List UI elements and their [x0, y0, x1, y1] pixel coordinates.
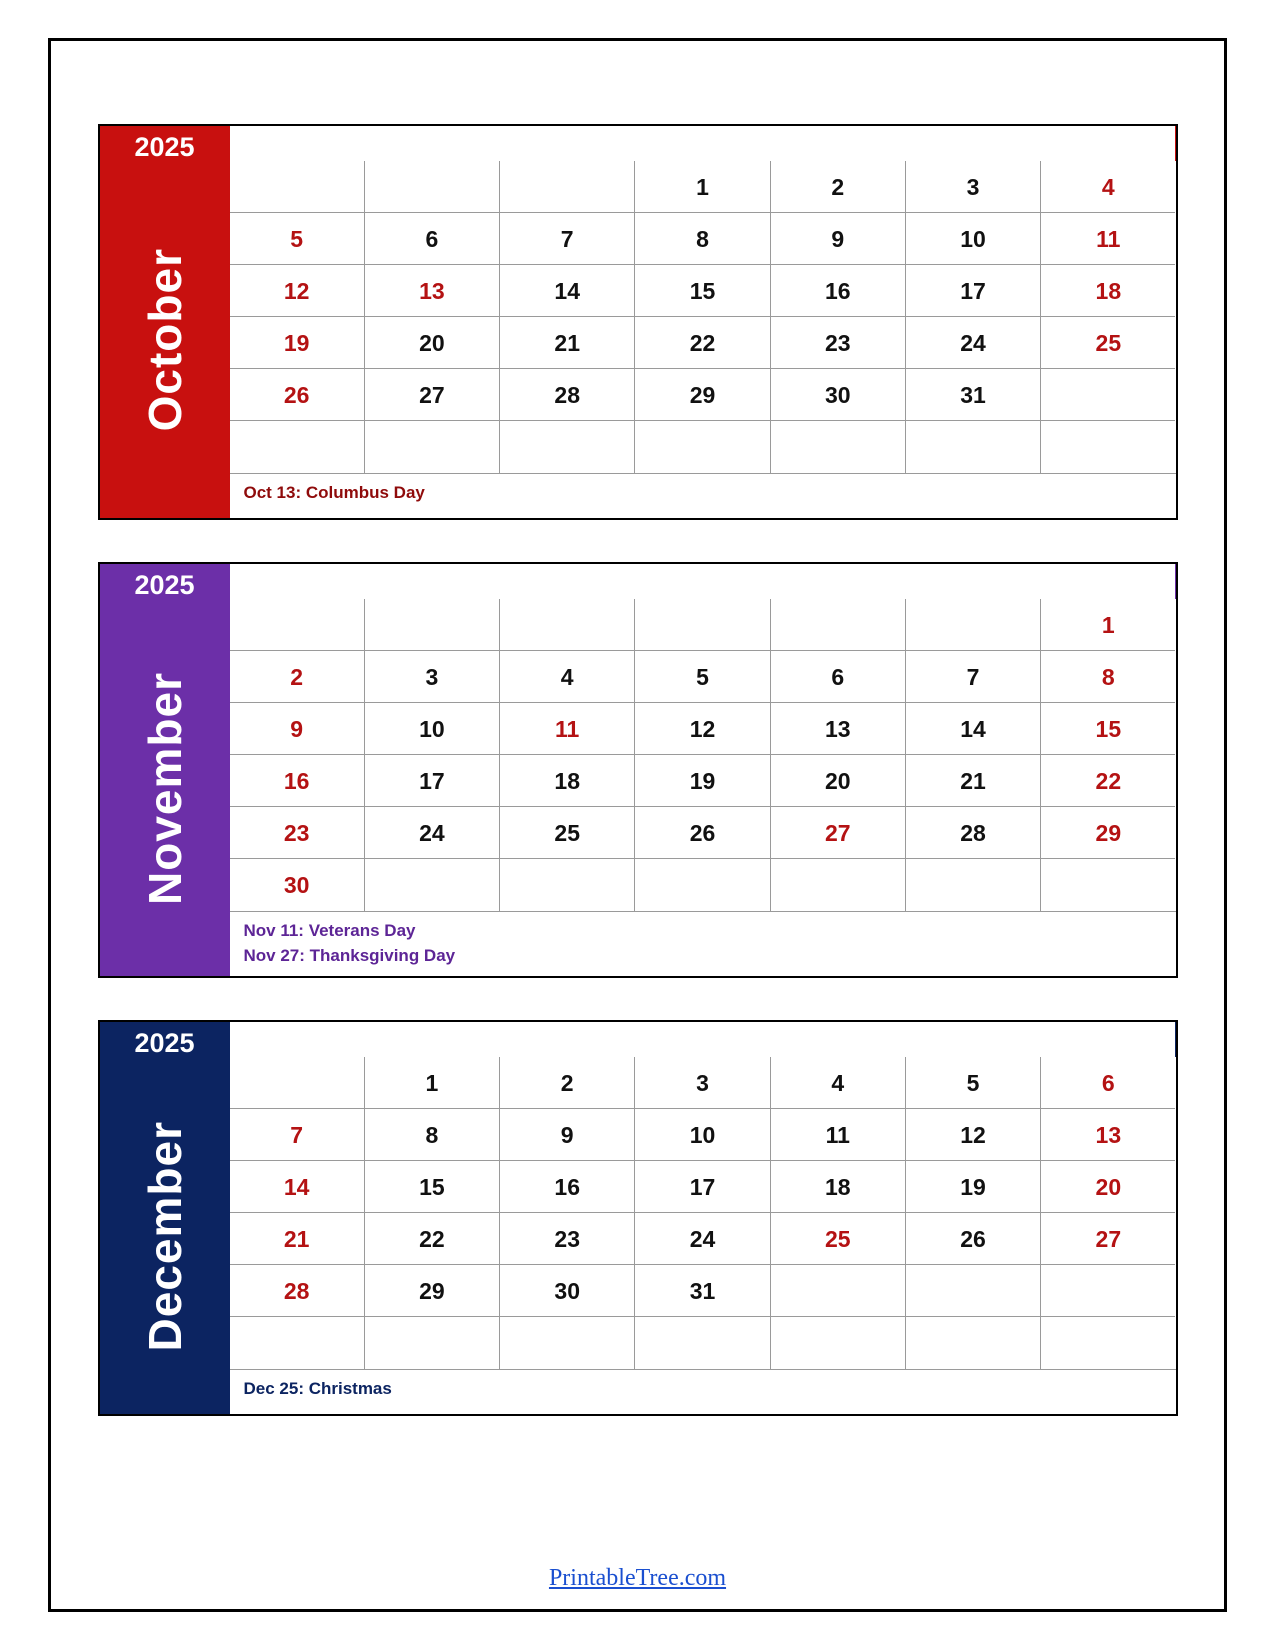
- day-cell: 4: [771, 1057, 906, 1109]
- day-cell: 5: [906, 1057, 1041, 1109]
- day-cell-empty: [365, 859, 500, 911]
- month-year-december: 2025: [134, 1028, 195, 1058]
- day-cell: 29: [635, 369, 770, 421]
- day-cell: 20: [365, 317, 500, 369]
- day-cell: 31: [906, 369, 1041, 421]
- day-cell-empty: [771, 859, 906, 911]
- day-cell: 23: [500, 1213, 635, 1265]
- day-cell-empty: [771, 421, 906, 473]
- day-cell-empty: [365, 421, 500, 473]
- day-cell-empty: [771, 1265, 906, 1317]
- weekday-fri: FRI: [906, 1022, 1041, 1057]
- day-cell: 30: [230, 859, 365, 911]
- day-cell-empty: [500, 161, 635, 213]
- month-block-november: [98, 562, 1178, 978]
- day-cell: 24: [906, 317, 1041, 369]
- weekday-tue: TUE: [500, 1022, 635, 1057]
- day-cell: 13: [365, 265, 500, 317]
- week-row: [230, 421, 1176, 473]
- day-cell: 25: [771, 1213, 906, 1265]
- holiday-note: Oct 13: Columbus Day: [243, 483, 425, 502]
- day-cell: 21: [500, 317, 635, 369]
- day-cell: 16: [230, 755, 365, 807]
- day-cell: 23: [230, 807, 365, 859]
- month-block-december: [98, 1020, 1178, 1416]
- day-cell: 1: [365, 1057, 500, 1109]
- day-cell-empty: [906, 421, 1041, 473]
- day-cell: 14: [500, 265, 635, 317]
- day-cell: 20: [1041, 1161, 1175, 1213]
- weekday-mon: MON: [365, 126, 500, 161]
- day-cell-empty: [230, 161, 365, 213]
- day-cell: 28: [906, 807, 1041, 859]
- day-cell: 27: [365, 369, 500, 421]
- day-cell-empty: [1041, 369, 1175, 421]
- day-cell: 18: [771, 1161, 906, 1213]
- day-cell: 18: [1041, 265, 1175, 317]
- day-cell: 13: [1041, 1109, 1175, 1161]
- day-cell: 26: [230, 369, 365, 421]
- day-cell: 19: [906, 1161, 1041, 1213]
- day-cell-empty: [1041, 1317, 1175, 1369]
- day-cell: 11: [771, 1109, 906, 1161]
- day-cell: 4: [1041, 161, 1175, 213]
- day-cell: 6: [365, 213, 500, 265]
- day-cell: 14: [230, 1161, 365, 1213]
- day-cell: 10: [906, 213, 1041, 265]
- day-cell-empty: [1041, 421, 1175, 473]
- day-cell: 22: [365, 1213, 500, 1265]
- day-cell-empty: [906, 1317, 1041, 1369]
- day-cell-empty: [771, 1317, 906, 1369]
- day-cell: 9: [230, 703, 365, 755]
- day-cell: 3: [365, 651, 500, 703]
- day-cell: 30: [500, 1265, 635, 1317]
- day-cell: 31: [635, 1265, 770, 1317]
- day-cell: 2: [500, 1057, 635, 1109]
- day-cell-empty: [635, 1317, 770, 1369]
- week-row: [230, 369, 1176, 421]
- notes-october: [230, 473, 1176, 518]
- day-cell-empty: [1041, 859, 1175, 911]
- day-cell-empty: [365, 1317, 500, 1369]
- weekday-wed: WED: [635, 126, 770, 161]
- weekday-tue: TUE: [500, 126, 635, 161]
- day-cell: 15: [1041, 703, 1175, 755]
- day-cell-empty: [906, 1265, 1041, 1317]
- day-cell: 11: [500, 703, 635, 755]
- weekday-wed: WED: [635, 564, 770, 599]
- day-cell-empty: [230, 421, 365, 473]
- day-cell-empty: [500, 1317, 635, 1369]
- day-cell-empty: [230, 1057, 365, 1109]
- day-cell: 4: [500, 651, 635, 703]
- day-cell: 10: [635, 1109, 770, 1161]
- day-cell: 28: [500, 369, 635, 421]
- day-cell: 8: [635, 213, 770, 265]
- month-side-october: [100, 126, 230, 518]
- holiday-note: Dec 25: Christmas: [243, 1379, 392, 1398]
- month-year-november: 2025: [134, 570, 195, 600]
- day-cell-empty: [365, 599, 500, 651]
- day-cell: 3: [635, 1057, 770, 1109]
- day-cell-empty: [906, 599, 1041, 651]
- week-row: [230, 1317, 1176, 1369]
- weekday-header-row: [230, 126, 1176, 161]
- day-cell: 12: [230, 265, 365, 317]
- day-cell: 29: [1041, 807, 1175, 859]
- month-grid-december: [230, 1022, 1176, 1414]
- week-row: [230, 599, 1176, 651]
- weekday-mon: MON: [365, 564, 500, 599]
- weekday-sat: SAT: [1041, 126, 1175, 161]
- day-cell: 7: [906, 651, 1041, 703]
- day-cell: 7: [500, 213, 635, 265]
- day-cell: 6: [771, 651, 906, 703]
- day-cell-empty: [230, 1317, 365, 1369]
- week-row: [230, 755, 1176, 807]
- day-cell: 6: [1041, 1057, 1175, 1109]
- month-name-november: November: [138, 671, 191, 905]
- notes-november: [230, 911, 1176, 976]
- day-cell: 21: [906, 755, 1041, 807]
- week-row: [230, 161, 1176, 213]
- day-cell: 5: [635, 651, 770, 703]
- day-cell: 8: [365, 1109, 500, 1161]
- week-row: [230, 265, 1176, 317]
- calendar-content: [98, 34, 1178, 1416]
- day-cell: 9: [500, 1109, 635, 1161]
- notes-december: [230, 1369, 1176, 1414]
- day-cell-empty: [230, 599, 365, 651]
- day-cell-empty: [365, 161, 500, 213]
- day-cell: 11: [1041, 213, 1175, 265]
- holiday-note: Nov 27: Thanksgiving Day: [243, 946, 456, 965]
- weeks-october: [230, 161, 1176, 473]
- week-row: [230, 1213, 1176, 1265]
- weekday-sun: SUN: [230, 564, 365, 599]
- day-cell: 26: [635, 807, 770, 859]
- day-cell-empty: [906, 859, 1041, 911]
- day-cell: 15: [365, 1161, 500, 1213]
- day-cell: 26: [906, 1213, 1041, 1265]
- day-cell: 1: [635, 161, 770, 213]
- day-cell-empty: [500, 859, 635, 911]
- day-cell: 16: [500, 1161, 635, 1213]
- day-cell-empty: [771, 599, 906, 651]
- day-cell: 29: [365, 1265, 500, 1317]
- month-grid-october: [230, 126, 1176, 518]
- month-side-november: [100, 564, 230, 976]
- week-row: [230, 213, 1176, 265]
- day-cell: 20: [771, 755, 906, 807]
- day-cell: 12: [635, 703, 770, 755]
- weekday-tue: TUE: [500, 564, 635, 599]
- day-cell: 24: [365, 807, 500, 859]
- day-cell-empty: [635, 859, 770, 911]
- week-row: [230, 1109, 1176, 1161]
- day-cell: 3: [906, 161, 1041, 213]
- day-cell: 25: [500, 807, 635, 859]
- weekday-sat: SAT: [1041, 564, 1175, 599]
- weekday-thu: THU: [771, 564, 906, 599]
- day-cell: 1: [1041, 599, 1175, 651]
- month-block-october: [98, 124, 1178, 520]
- day-cell: 19: [230, 317, 365, 369]
- weekday-sun: SUN: [230, 126, 365, 161]
- weeks-december: [230, 1057, 1176, 1369]
- week-row: [230, 807, 1176, 859]
- day-cell-empty: [635, 599, 770, 651]
- day-cell: 14: [906, 703, 1041, 755]
- weekday-header-row: [230, 564, 1176, 599]
- week-row: [230, 703, 1176, 755]
- day-cell: 17: [365, 755, 500, 807]
- week-row: [230, 1265, 1176, 1317]
- month-grid-november: [230, 564, 1176, 976]
- day-cell-empty: [635, 421, 770, 473]
- week-row: [230, 859, 1176, 911]
- day-cell: 27: [1041, 1213, 1175, 1265]
- weekday-thu: THU: [771, 126, 906, 161]
- month-name-december: December: [138, 1120, 191, 1352]
- day-cell: 28: [230, 1265, 365, 1317]
- month-year-october: 2025: [134, 132, 195, 162]
- day-cell: 12: [906, 1109, 1041, 1161]
- footer: [0, 1565, 1275, 1592]
- weekday-sun: SUN: [230, 1022, 365, 1057]
- day-cell: 8: [1041, 651, 1175, 703]
- day-cell: 7: [230, 1109, 365, 1161]
- weekday-fri: FRI: [906, 564, 1041, 599]
- weekday-fri: FRI: [906, 126, 1041, 161]
- day-cell: 27: [771, 807, 906, 859]
- day-cell: 23: [771, 317, 906, 369]
- day-cell: 18: [500, 755, 635, 807]
- day-cell: 17: [906, 265, 1041, 317]
- day-cell: 5: [230, 213, 365, 265]
- day-cell-empty: [1041, 1265, 1175, 1317]
- weekday-sat: SAT: [1041, 1022, 1175, 1057]
- weekday-wed: WED: [635, 1022, 770, 1057]
- day-cell: 24: [635, 1213, 770, 1265]
- week-row: [230, 651, 1176, 703]
- day-cell: 25: [1041, 317, 1175, 369]
- day-cell: 16: [771, 265, 906, 317]
- day-cell: 30: [771, 369, 906, 421]
- day-cell: 15: [635, 265, 770, 317]
- weeks-november: [230, 599, 1176, 911]
- day-cell: 22: [1041, 755, 1175, 807]
- weekday-thu: THU: [771, 1022, 906, 1057]
- day-cell: 21: [230, 1213, 365, 1265]
- day-cell: 19: [635, 755, 770, 807]
- week-row: [230, 1161, 1176, 1213]
- month-side-december: [100, 1022, 230, 1414]
- weekday-header-row: [230, 1022, 1176, 1057]
- week-row: [230, 1057, 1176, 1109]
- day-cell-empty: [500, 421, 635, 473]
- holiday-note: Nov 11: Veterans Day: [243, 921, 416, 940]
- day-cell-empty: [500, 599, 635, 651]
- day-cell: 2: [230, 651, 365, 703]
- day-cell: 2: [771, 161, 906, 213]
- day-cell: 10: [365, 703, 500, 755]
- week-row: [230, 317, 1176, 369]
- day-cell: 13: [771, 703, 906, 755]
- month-name-october: October: [138, 248, 191, 432]
- day-cell: 17: [635, 1161, 770, 1213]
- weekday-mon: MON: [365, 1022, 500, 1057]
- day-cell: 9: [771, 213, 906, 265]
- day-cell: 22: [635, 317, 770, 369]
- printabletree-link[interactable]: PrintableTree.com: [548, 1565, 727, 1591]
